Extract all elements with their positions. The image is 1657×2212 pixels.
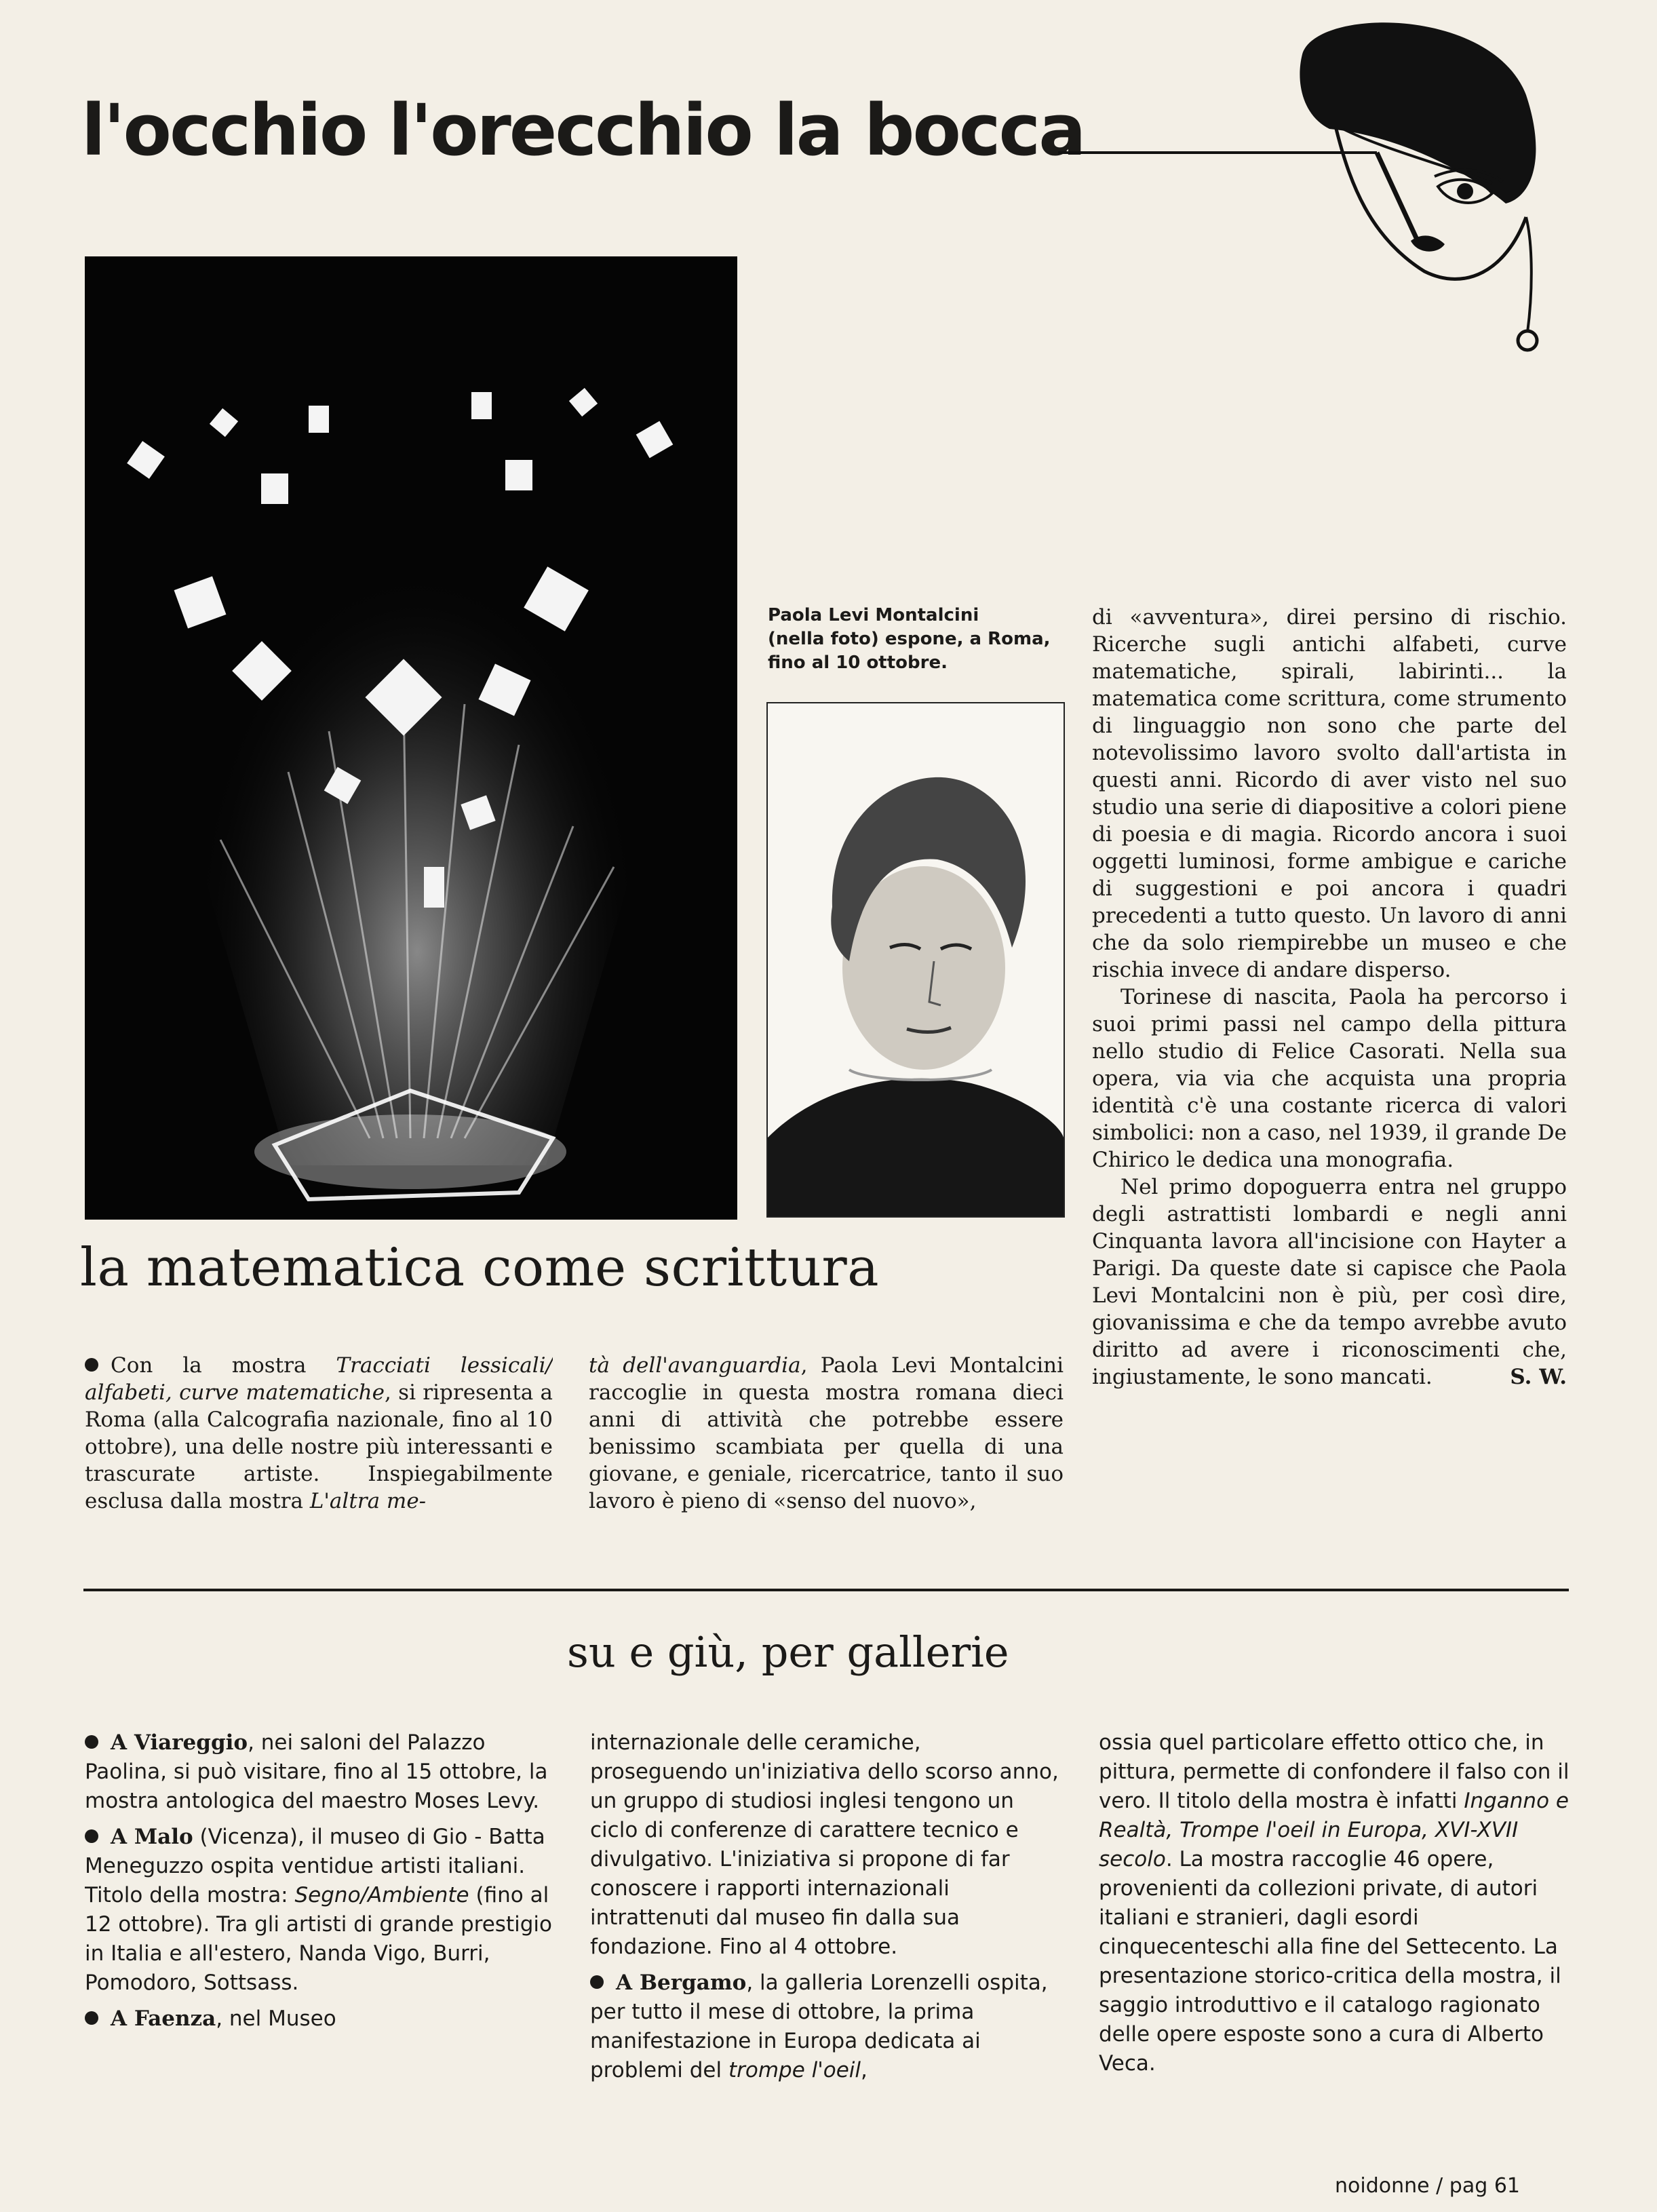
exhibition-title: trompe l'oeil — [728, 2058, 861, 2082]
bullet-icon — [590, 1975, 604, 1989]
page-number: 61 — [1494, 2174, 1521, 2198]
article-paragraph: Torinese di nascita, Paola ha percorso i suoi primi passi nel campo della pittura nello studio di Felice Casorati. Nella sua opera, via via che acquista una propria identità c'è una costante ricerca di valori simbolici: non a caso, nel 1939, il grande De Chirico le dedica una monografia. — [1092, 985, 1567, 1172]
article-text: Nel primo dopoguerra entra nel gruppo degli astrattisti lombardi e negli anni Cinquanta lavora all'incisione con Hayter a Parigi. Da queste date si capisce che Paola Levi Montalcini non è più, per così dire, giovanissima e che da tempo avrebbe avuto diritto ad avere i riconoscimenti che, ingiustamente, le sono mancati. — [1092, 1175, 1567, 1389]
magazine-name: noidonne — [1335, 2174, 1430, 2198]
page-label: pag — [1449, 2174, 1488, 2198]
article-headline: la matematica come scrittura — [80, 1237, 880, 1298]
bullet-icon — [85, 1735, 98, 1749]
gallery-item — [85, 2004, 553, 2034]
section-divider — [83, 1589, 1569, 1591]
article-paragraph: di «avventura», direi persino di rischio. Ricerche sugli antichi alfabeti, curve matematiche, spirali, labirinti... la matematica come scrittura, come strumento di linguaggio non sono che parte del notevolissimo lavoro svolto dall'artista in questi anni. Ricordo di aver visto nel suo studio una serie di diapositive a colori piene di poesia e di magia. Ricordo ancora i suoi oggetti luminosi, forme ambigue e cariche di suggestioni e poi ancora i quadri precedenti a tutto questo. Un lavoro di anni che da solo riempirebbe un museo e che rischia invece di andare disperso. — [1092, 605, 1567, 982]
portrait-photo — [766, 702, 1065, 1218]
section-title: l'occhio l'orecchio la bocca — [81, 89, 1085, 172]
article-paragraph — [85, 1352, 553, 1515]
bullet-icon — [85, 2011, 98, 2025]
galleries-column-1 — [85, 1728, 553, 2135]
gallery-item — [85, 1728, 553, 1816]
artwork-photo — [85, 256, 737, 1220]
gallery-item — [590, 1968, 1065, 2085]
light-sculpture-graphic — [85, 256, 737, 1220]
gallery-text: . La mostra raccoglie 46 opere, provenienti da collezioni private, di autori italiani e stranieri, dagli esordi cinquecenteschi alla fine del Settecento. La presentazione storico-critica della mostra, il saggio introduttivo e il catalogo ragionato delle opere esposte sono a cura di Alberto Veca. — [1099, 1847, 1561, 2076]
gallery-text: , — [861, 2058, 868, 2082]
exhibition-title: Tracciati lessicali/ alfabeti, curve matematiche — [85, 1353, 553, 1405]
exhibition-title: tà dell'avanguardia — [589, 1353, 801, 1378]
bullet-icon — [85, 1358, 98, 1372]
gallery-text: ossia quel particolare effetto ottico che, in pittura, permette di confondere il falso con il vero. Il titolo della mostra è infatti — [1099, 1730, 1570, 1813]
exhibition-title: Segno/Ambiente — [294, 1883, 469, 1907]
bullet-icon — [85, 1829, 98, 1843]
article-paragraph — [589, 1352, 1064, 1515]
article-column-1 — [85, 1352, 553, 1555]
gallery-text: (Vicenza), il museo di Gio - Batta Meneguzzo ospita ventidue artisti italiani. Titolo della mostra: — [85, 1825, 545, 1907]
gallery-item — [1099, 1728, 1574, 2078]
footer-separator: / — [1436, 2174, 1443, 2198]
gallery-city: A Faenza — [111, 2006, 216, 2031]
gallery-text: , nei saloni del Palazzo Paolina, si può visitare, fino al 15 ottobre, la mostra antologica del maestro Moses Levy. — [85, 1730, 548, 1813]
gallery-item — [590, 1728, 1065, 1962]
gallery-text: internazionale delle ceramiche, proseguendo un'iniziativa dello scorso anno, un gruppo di studiosi inglesi tengono un ciclo di conferenze di carattere tecnico e divulgativo. L'iniziativa si propone di far conoscere i rapporti internazionali intrattenuti dal museo fin dalla sua fondazione. Fino al 4 ottobre. — [590, 1730, 1059, 1959]
author-signature: S. W. — [1510, 1365, 1567, 1389]
article-text: , Paola Levi Montalcini raccoglie in questa mostra romana dieci anni di attività che potrebbe essere benissimo scambiata per quella di una giovane, e geniale, ricercatrice, tanto il suo lavoro è pieno di «senso del nuovo», — [589, 1353, 1064, 1513]
caption-line: (nella foto) espone, a Roma, — [768, 629, 1051, 649]
photo-caption — [768, 604, 1059, 675]
exhibition-title: L'altra me- — [309, 1489, 427, 1513]
gallery-city: A Malo — [111, 1825, 193, 1849]
galleries-headline: su e giù, per gallerie — [567, 1627, 1009, 1677]
caption-line: Paola Levi Montalcini — [768, 605, 979, 625]
article-column-3 — [1092, 604, 1567, 1533]
article-text: Con la mostra — [111, 1353, 336, 1378]
article-text: , si ripresenta a Roma (alla Calcografia nazionale, fino al 10 ottobre), una delle nostre più interessanti e trascurate artiste. Inspiegabilmente esclusa dalla mostra — [85, 1380, 553, 1513]
exhibition-title: Inganno e Realtà, Trompe l'oeil in Europa, XVI-XVII secolo — [1099, 1789, 1569, 1871]
portrait-graphic — [768, 703, 1064, 1216]
galleries-column-3 — [1099, 1728, 1574, 2149]
galleries-column-2 — [590, 1728, 1065, 2135]
page-footer — [1335, 2174, 1520, 2198]
caption-line: fino al 10 ottobre. — [768, 653, 948, 673]
gallery-item — [85, 1823, 553, 1998]
gallery-city: A Viareggio — [111, 1730, 248, 1755]
gallery-text: , la galleria Lorenzelli ospita, per tutto il mese di ottobre, la prima manifestazione in Europa dedicata ai problemi del — [590, 1971, 1048, 2082]
gallery-city: A Bergamo — [616, 1971, 747, 1995]
gallery-text: (fino al 12 ottobre). Tra gli artisti di grande prestigio in Italia e all'estero, Nanda Vigo, Burri, Pomodoro, Sottsass. — [85, 1883, 552, 1995]
woman-face-illustration — [1058, 14, 1574, 393]
gallery-text: , nel Museo — [216, 2006, 336, 2031]
article-column-2 — [589, 1352, 1064, 1555]
article-paragraph — [1092, 1173, 1567, 1391]
